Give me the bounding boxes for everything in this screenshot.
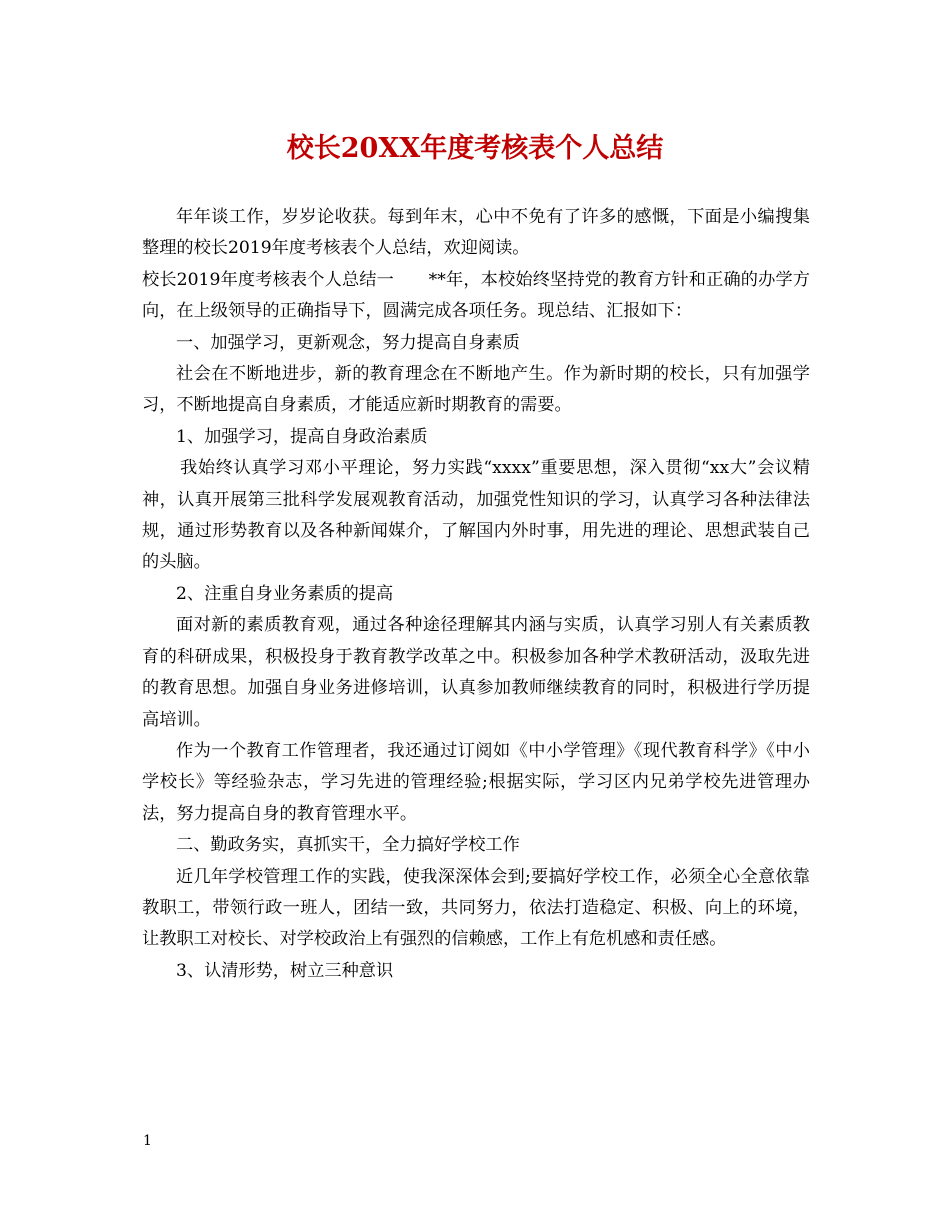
body-paragraph-3: 面对新的素质教育观，通过各种途径理解其内涵与实质，认真学习别人有关素质教育的科研成果，积极投身于教育教学改革之中。积极参加各种学术教研活动，汲取先进的教育思想。加强自身业务进修培训，认真参加教师继续教育的同时，积极进行学历提高培训。: [142, 615, 810, 730]
subsection-heading-2: 2、注重自身业务素质的提高: [176, 583, 394, 604]
body-paragraph-2: 我始终认真学习邓小平理论，努力实践“xxxx”重要思想，深入贯彻“xx大”会议精神，认真开展第三批科学发展观教育活动，加强党性知识的学习，认真学习各种法律法规，通过形势教育以及各种新闻媒介，了解国内外时事，用先进的理论、思想武装自己的头脑。: [142, 458, 810, 573]
page-title: 校长20XX年度考核表个人总结: [286, 133, 664, 164]
subsection-heading-1: 1、加强学习，提高自身政治素质: [176, 426, 428, 447]
section-heading-1: 一、加强学习，更新观念，努力提高自身素质: [176, 332, 520, 353]
body-paragraph-1: 社会在不断地进步，新的教育理念在不断地产生。作为新时期的校长，只有加强学习，不断地提高自身素质，才能适应新时期教育的需要。: [142, 364, 810, 416]
document-body: [142, 202, 810, 987]
page-number: 1: [143, 1133, 152, 1149]
body-paragraph-4: 作为一个教育工作管理者，我还通过订阅如《中小学管理》《现代教育科学》《中小学校长》等经验杂志，学习先进的管理经验;根据实际，学习区内兄弟学校先进管理办法，努力提高自身的教育管理水平。: [142, 740, 810, 824]
intro-paragraph: 年年谈工作，岁岁论收获。每到年末，心中不免有了许多的感慨，下面是小编搜集整理的校长2019年度考核表个人总结，欢迎阅读。: [142, 207, 810, 259]
body-paragraph-5: 近几年学校管理工作的实践，使我深深体会到;要搞好学校工作，必须全心全意依靠教职工，带领行政一班人，团结一致，共同努力，依法打造稳定、积极、向上的环境，让教职工对校长、对学校政治上有强烈的信赖感，工作上有危机感和责任感。: [142, 866, 810, 950]
summary-intro-paragraph: 校长2019年度考核表个人总结一 **年，本校始终坚持党的教育方针和正确的办学方向，在上级领导的正确指导下，圆满完成各项任务。现总结、汇报如下：: [142, 269, 810, 322]
section-heading-2: 二、勤政务实，真抓实干，全力搞好学校工作: [176, 835, 520, 856]
subsection-heading-3: 3、认清形势，树立三种意识: [176, 960, 394, 981]
